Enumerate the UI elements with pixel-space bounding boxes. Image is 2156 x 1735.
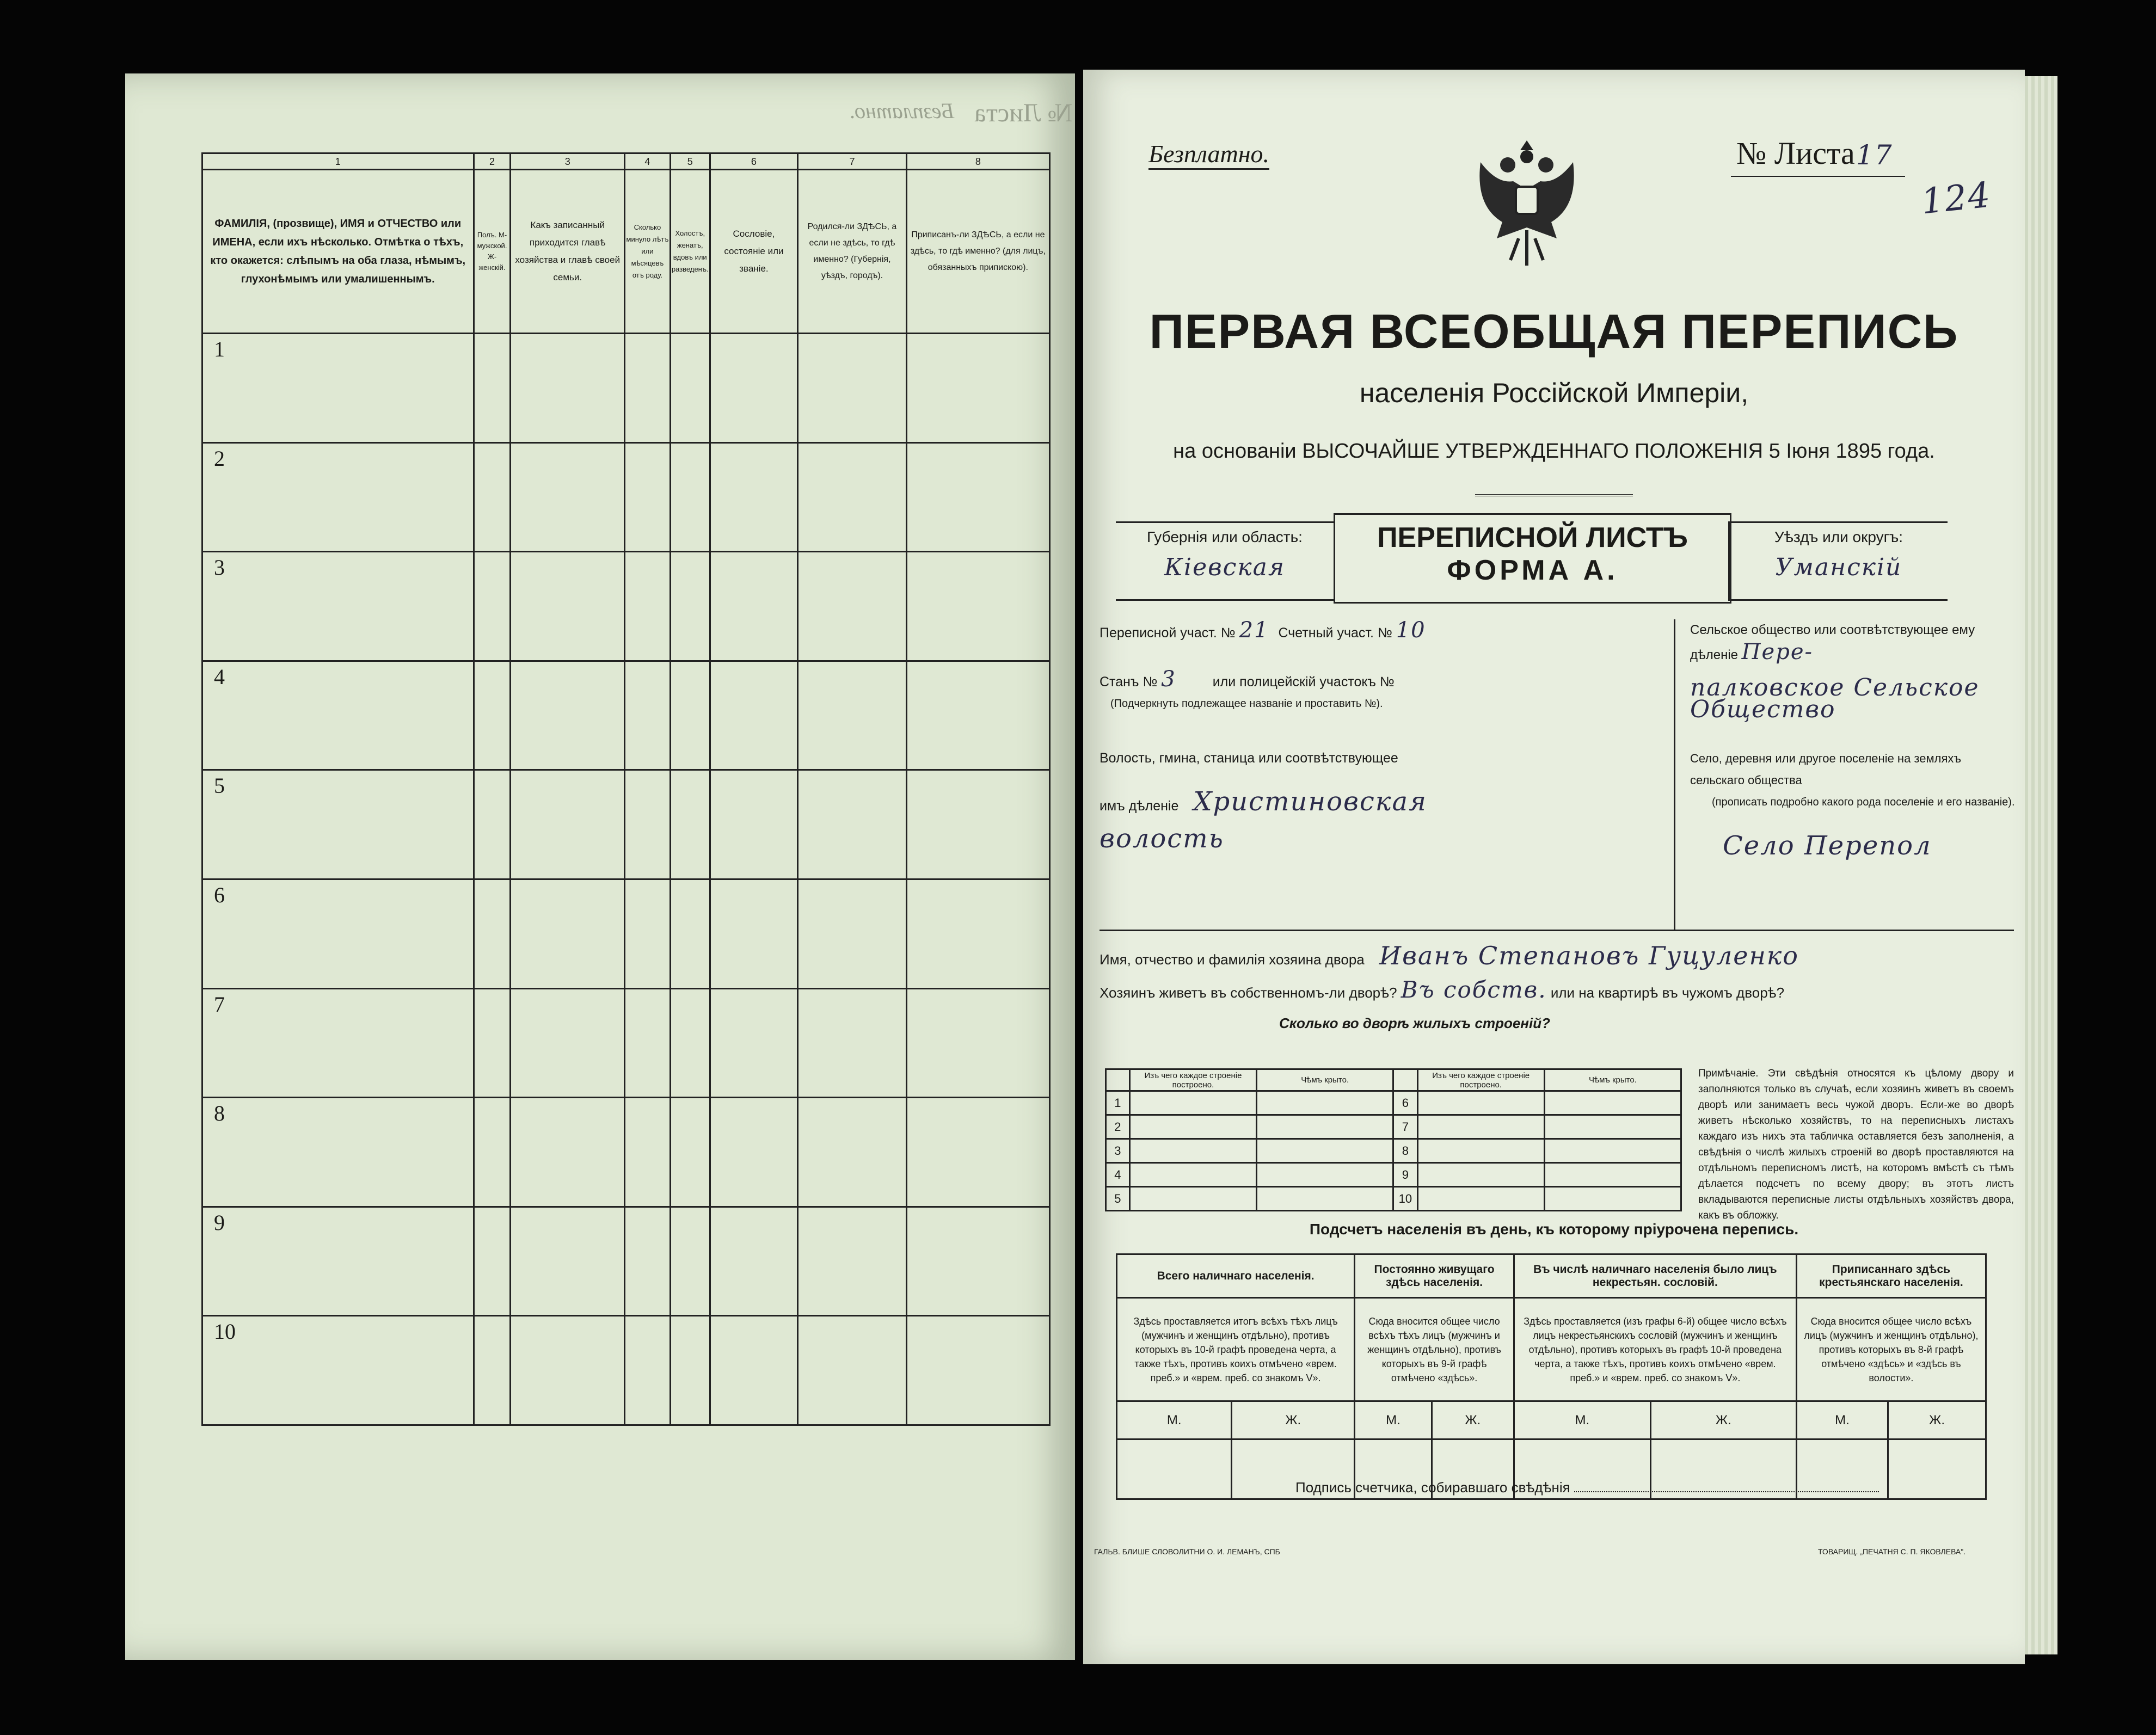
gubernia-box [1116, 521, 1335, 601]
ornamental-divider [1475, 494, 1633, 496]
lives-label-2: или на квартирѣ въ чужомъ дворѣ? [1550, 985, 1785, 1001]
note-text: Примѣчаніе. Эти свѣдѣнія относятся къ цѣлому двору и заполняются только въ случаѣ, если хозяинъ живетъ въ своемъ дворѣ или занимаетъ весь чужой дворъ. Если-же во дворѣ живетъ нѣсколько хозяйствъ, то на переписныхъ листахъ каждаго изъ нихъ эта табличка оставляется безъ заполненія, а свѣдѣнія о числѣ жилыхъ строеній во дворѣ проставляются на отдѣльномъ переписномъ листѣ, на которомъ вмѣстѣ съ тѣмъ дѣлается подсчетъ по всему двору; въ этотъ листъ вкладываются переписные листы отдѣльныхъ хозяйствъ двора, какъ въ обложку. [1698, 1068, 2014, 1221]
printer-left: ГАЛЬВ. БЛИШЕ СЛОВОЛИТНИ О. И. ЛЕМАНЪ, СПБ [1094, 1547, 1280, 1556]
bld-row-num: 7 [1393, 1115, 1417, 1139]
row-number: 1 [202, 333, 474, 442]
uezd-value: Уманскій [1775, 553, 1902, 581]
volost-label-2: имъ дѣленіе [1100, 798, 1179, 814]
bld-row-num: 8 [1393, 1139, 1417, 1163]
signature-label: Подпись счетчика, собиравшаго свѣдѣнія [1295, 1479, 1570, 1496]
volost-label-1: Волость, гмина, станица или соотвѣтствующее [1100, 750, 1398, 766]
right-page [1083, 70, 2025, 1664]
form-title-1: ПЕРЕПИСНОЙ ЛИСТЪ [1377, 522, 1688, 553]
society-value-1: Пере- [1741, 639, 1814, 665]
count-col-zh: Ж. [1432, 1401, 1514, 1439]
buildings-question: Сколько во дворѣ жилыхъ строеній? [1279, 1015, 1550, 1031]
bld-head-roof: Чѣмъ крыто. [1257, 1069, 1393, 1091]
colnum-6: 6 [710, 153, 798, 170]
count-head-non-peasant: Въ числѣ наличнаго населенія было лицъ некрестьян. сословій. [1514, 1254, 1796, 1298]
stan-row [1100, 668, 1671, 693]
colnum-2: 2 [474, 153, 511, 170]
coat-of-arms-icon [1464, 130, 1589, 271]
counter-area-value: 10 [1396, 618, 1426, 643]
bld-row-num: 3 [1106, 1139, 1130, 1163]
free-label: Безплатно. [1148, 139, 1269, 170]
gubernia-value: Кіевская [1164, 553, 1286, 581]
bld-row-num: 2 [1106, 1115, 1130, 1139]
census-table [201, 152, 1051, 1426]
count-desc-non-peasant: Здѣсь проставляется (изъ графы 6-й) общее число всѣхъ лицъ некрестьянскихъ сословій (мужчинъ и женщинъ отдѣльно), противъ которыхъ въ графѣ 10-й проведена черта, а также тѣхъ, противъ коихъ отмѣчено «врем. преб.» и «врем. преб. со знакомъ V». [1514, 1298, 1796, 1401]
vertical-divider [1674, 619, 1675, 930]
info-right [1690, 619, 2017, 861]
count-desc-total: Здѣсь проставляется итогъ всѣхъ тѣхъ лицъ (мужчинъ и женщинъ отдѣльно), противъ которыхъ въ 10-й графѣ проведена черта, а также тѣхъ, противъ коихъ отмѣчено «врем. преб.» и «врем. преб. со знакомъ V». [1117, 1298, 1355, 1401]
left-header-no: № Листа [974, 99, 1073, 127]
archive-number: 124 [1919, 175, 1993, 223]
bld-row-num: 10 [1393, 1187, 1417, 1211]
owner-block [1100, 940, 2014, 1038]
society-label: Сельское общество или соотвѣтствующее ему дѣленіе [1690, 623, 1975, 662]
bld-head-material-2: Изъ чего каждое строеніе построено. [1417, 1069, 1544, 1091]
count-col-m: М. [1117, 1401, 1232, 1439]
colnum-4: 4 [624, 153, 670, 170]
census-area-label: Переписной участ. № [1100, 625, 1236, 641]
colnum-5: 5 [670, 153, 710, 170]
row-number: 10 [202, 1316, 474, 1425]
left-header-free: Безплатно. [849, 99, 955, 123]
row-number: 7 [202, 988, 474, 1098]
colhead-relation: Какъ записанный приходится главѣ хозяйства и главѣ своей семьи. [511, 170, 625, 334]
signature-blank [1574, 1491, 1879, 1492]
bld-row-num: 9 [1393, 1163, 1417, 1187]
row-number: 8 [202, 1098, 474, 1207]
info-left [1100, 618, 1671, 854]
form-title-box [1334, 513, 1731, 604]
row-number: 2 [202, 442, 474, 552]
colnum-3: 3 [511, 153, 625, 170]
row-number: 5 [202, 770, 474, 879]
society-value-2: палковское Сельское Общество [1690, 674, 1980, 723]
colnum-8: 8 [906, 153, 1049, 170]
count-head-permanent: Постоянно живущаго здѣсь населенія. [1355, 1254, 1514, 1298]
count-col-zh: Ж. [1650, 1401, 1796, 1439]
underline-note: (Подчеркнуть подлежащее названіе и проставить №). [1110, 698, 1383, 710]
uezd-label: Уѣздъ или округъ: [1774, 528, 1903, 545]
row-number: 6 [202, 879, 474, 988]
owner-value: Иванъ Степановъ Гуцуленко [1379, 941, 1799, 970]
row-number: 9 [202, 1207, 474, 1316]
census-area-row [1100, 619, 1671, 668]
colhead-estate: Сословіе, состояніе или званіе. [710, 170, 798, 334]
colhead-marital: Холостъ, женатъ, вдовъ или разведенъ. [670, 170, 710, 334]
stan-label: Станъ № [1100, 674, 1158, 690]
page-subtitle: населенія Россійской Имперіи, [1359, 378, 1749, 408]
colhead-born: Родился-ли ЗДѢСЬ, а если не здѣсь, то гдѣ именно? (Губернія, уѣздъ, городъ). [798, 170, 906, 334]
volost-row [1100, 786, 1671, 817]
lives-value: Въ собств. [1401, 976, 1547, 1003]
volost-value-2: волость [1100, 823, 1224, 854]
count-col-m: М. [1514, 1401, 1650, 1439]
bld-row-num: 6 [1393, 1091, 1417, 1115]
sheet-number-value: 17 [1856, 139, 1893, 171]
bld-head-roof-2: Чѣмъ крыто. [1544, 1069, 1681, 1091]
count-desc-permanent: Сюда вносится общее число всѣхъ тѣхъ лицъ (мужчинъ и женщинъ отдѣльно), противъ которыхъ въ 9-й графѣ отмѣчено «здѣсь». [1355, 1298, 1514, 1401]
count-desc-peasant: Сюда вносится общее число всѣхъ лицъ (мужчинъ и женщинъ отдѣльно), противъ которыхъ въ 8-й графѣ отмѣчено «здѣсь» и «здѣсь въ волости». [1796, 1298, 1986, 1401]
printer-right: ТОВАРИЩ. „ПЕЧАТНЯ С. П. ЯКОВЛЕВА". [1818, 1547, 1966, 1556]
bld-head-material: Изъ чего каждое строеніе построено. [1129, 1069, 1256, 1091]
row-number: 4 [202, 661, 474, 770]
colhead-name: ФАМИЛІЯ, (прозвище), ИМЯ и ОТЧЕСТВО или ИМЕНА, если ихъ нѣсколько. Отмѣтка о тѣхъ, кто окажется: слѣпымъ на оба глаза, нѣмымъ, глухонѣмымъ или умалишеннымъ. [202, 170, 474, 334]
colnum-7: 7 [798, 153, 906, 170]
page-basis: на основаніи ВЫСОЧАЙШЕ УТВЕРЖДЕННАГО ПОЛОЖЕНІЯ 5 Іюня 1895 года. [1173, 440, 1935, 463]
volost-value-1: Христиновская [1193, 786, 1427, 817]
gubernia-label: Губернія или область: [1147, 528, 1303, 545]
police-label: или полицейскій участокъ № [1212, 674, 1395, 690]
colnum-1: 1 [202, 153, 474, 170]
bld-row-num: 4 [1106, 1163, 1130, 1187]
page-edges [2025, 76, 2057, 1654]
village-value: Село Перепол [1723, 830, 1932, 861]
form-title-2: ФОРМА А. [1447, 555, 1618, 586]
count-head-peasant: Приписаннаго здѣсь крестьянскаго населенія. [1796, 1254, 1986, 1298]
count-title: Подсчетъ населенія въ день, къ которому пріурочена перепись. [1309, 1221, 1799, 1238]
row-number: 3 [202, 552, 474, 661]
horizontal-divider [1100, 930, 2014, 931]
count-table [1116, 1253, 1987, 1500]
owner-label: Имя, отчество и фамилія хозяина двора [1100, 951, 1365, 968]
sheet-number-label: № Листа [1736, 136, 1855, 171]
count-col-zh: Ж. [1232, 1401, 1355, 1439]
census-area-value: 21 [1239, 618, 1269, 643]
uezd-box [1728, 521, 1948, 601]
count-col-m: М. [1355, 1401, 1432, 1439]
stan-value: 3 [1161, 667, 1176, 692]
signature-line [1295, 1479, 1879, 1496]
sheet-number-underline [1731, 176, 1905, 177]
bld-row-num: 1 [1106, 1091, 1130, 1115]
counter-area-label: Счетный участ. № [1278, 625, 1392, 641]
village-note: (прописать подробно какого рода поселеніе и его названіе). [1712, 796, 2015, 808]
count-col-zh: Ж. [1888, 1401, 1986, 1439]
page-title: ПЕРВАЯ ВСЕОБЩАЯ ПЕРЕПИСЬ [1149, 304, 1959, 358]
left-page [125, 73, 1075, 1660]
lives-label-1: Хозяинъ живетъ въ собственномъ-ли дворѣ? [1100, 985, 1397, 1001]
village-label: Село, деревня или другое поселеніе на земляхъ сельскаго общества [1690, 752, 1962, 787]
bld-row-num: 5 [1106, 1187, 1130, 1211]
colhead-age: Сколько минуло лѣтъ или мѣсяцевъ отъ роду. [624, 170, 670, 334]
count-col-m: М. [1796, 1401, 1888, 1439]
colhead-registered: Приписанъ-ли ЗДѢСЬ, а если не здѣсь, то гдѣ именно? (для лицъ, обязанныхъ припискою). [906, 170, 1049, 334]
buildings-table [1105, 1068, 1682, 1211]
count-head-total: Всего наличнаго населенія. [1117, 1254, 1355, 1298]
colhead-sex: Полъ. М-мужской. Ж-женскій. [474, 170, 511, 334]
